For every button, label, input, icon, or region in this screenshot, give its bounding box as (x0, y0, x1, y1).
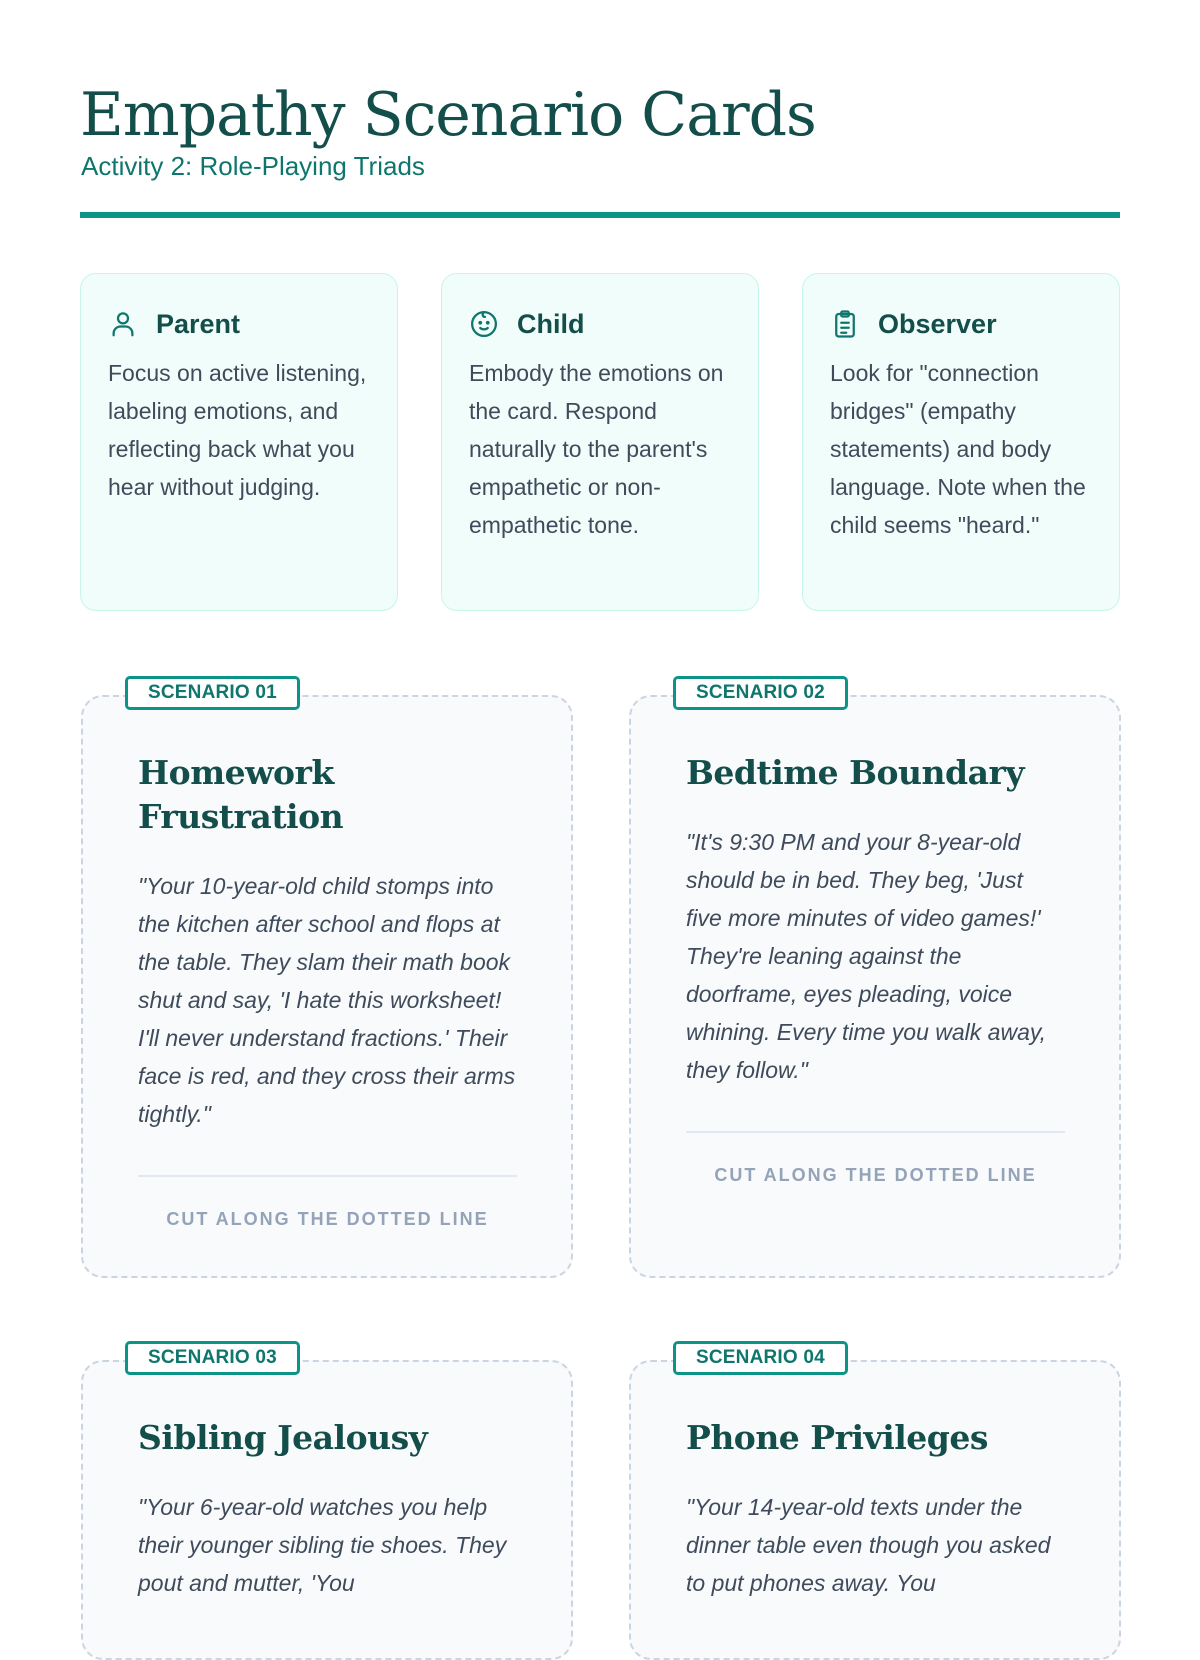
role-card-child (441, 273, 759, 611)
scenario-tag: SCENARIO 04 (673, 1341, 848, 1375)
cut-divider (686, 1131, 1065, 1133)
role-description: Look for "connection bridges" (empathy statements) and body language. Note when the child seems "heard." (830, 360, 1086, 538)
scenario-text: "Your 14-year-old texts under the dinner table even though you asked to put phones away. You (686, 1494, 1051, 1596)
role-description: Focus on active listening, labeling emotions, and reflecting back what you hear without judging. (108, 360, 367, 500)
scenario-text: "It's 9:30 PM and your 8-year-old should be in bed. They beg, 'Just five more minutes of video games!' They're leaning against the doorframe, eyes pleading, voice whining. Every time you walk away, they follow." (686, 829, 1047, 1083)
header-divider (80, 212, 1120, 218)
scenario-tag: SCENARIO 01 (125, 676, 300, 710)
scenario-title: Phone Privileges (686, 1418, 988, 1457)
child-face-icon (469, 309, 499, 339)
page-subtitle: Activity 2: Role-Playing Triads (81, 151, 425, 181)
scenario-text: "Your 6-year-old watches you help their younger sibling tie shoes. They pout and mutter, 'You (138, 1494, 507, 1596)
role-description: Embody the emotions on the card. Respond naturally to the parent's empathetic or non-empathetic tone. (469, 360, 724, 538)
scenario-tag: SCENARIO 02 (673, 676, 848, 710)
cut-label: CUT ALONG THE DOTTED LINE (714, 1164, 1037, 1185)
scenario-card-02 (629, 682, 1121, 1278)
scenario-tag: SCENARIO 03 (125, 1341, 300, 1375)
scenario-card-01 (81, 682, 573, 1278)
role-card-parent (80, 273, 398, 611)
scenario-text: "Your 10-year-old child stomps into the kitchen after school and flops at the table. They slam their math book shut and say, 'I hate this worksheet! I'll never understand fractions.' Their face is red, and they cross their arms tightly." (138, 873, 516, 1127)
scenario-card-04 (629, 1347, 1121, 1660)
role-card-observer (802, 273, 1120, 611)
cut-divider (138, 1175, 517, 1177)
clipboard-icon (830, 309, 860, 339)
cut-label: CUT ALONG THE DOTTED LINE (166, 1208, 489, 1229)
role-name: Observer (878, 308, 997, 339)
scenario-card-03 (81, 1347, 573, 1660)
role-name: Child (517, 308, 585, 339)
role-name: Parent (156, 308, 241, 339)
scenario-title: Bedtime Boundary (686, 753, 1025, 792)
scenario-title: Sibling Jealousy (138, 1418, 428, 1457)
scenario-title: Homework Frustration (138, 753, 344, 836)
page-title: Empathy Scenario Cards (80, 80, 816, 150)
user-icon (108, 309, 138, 339)
